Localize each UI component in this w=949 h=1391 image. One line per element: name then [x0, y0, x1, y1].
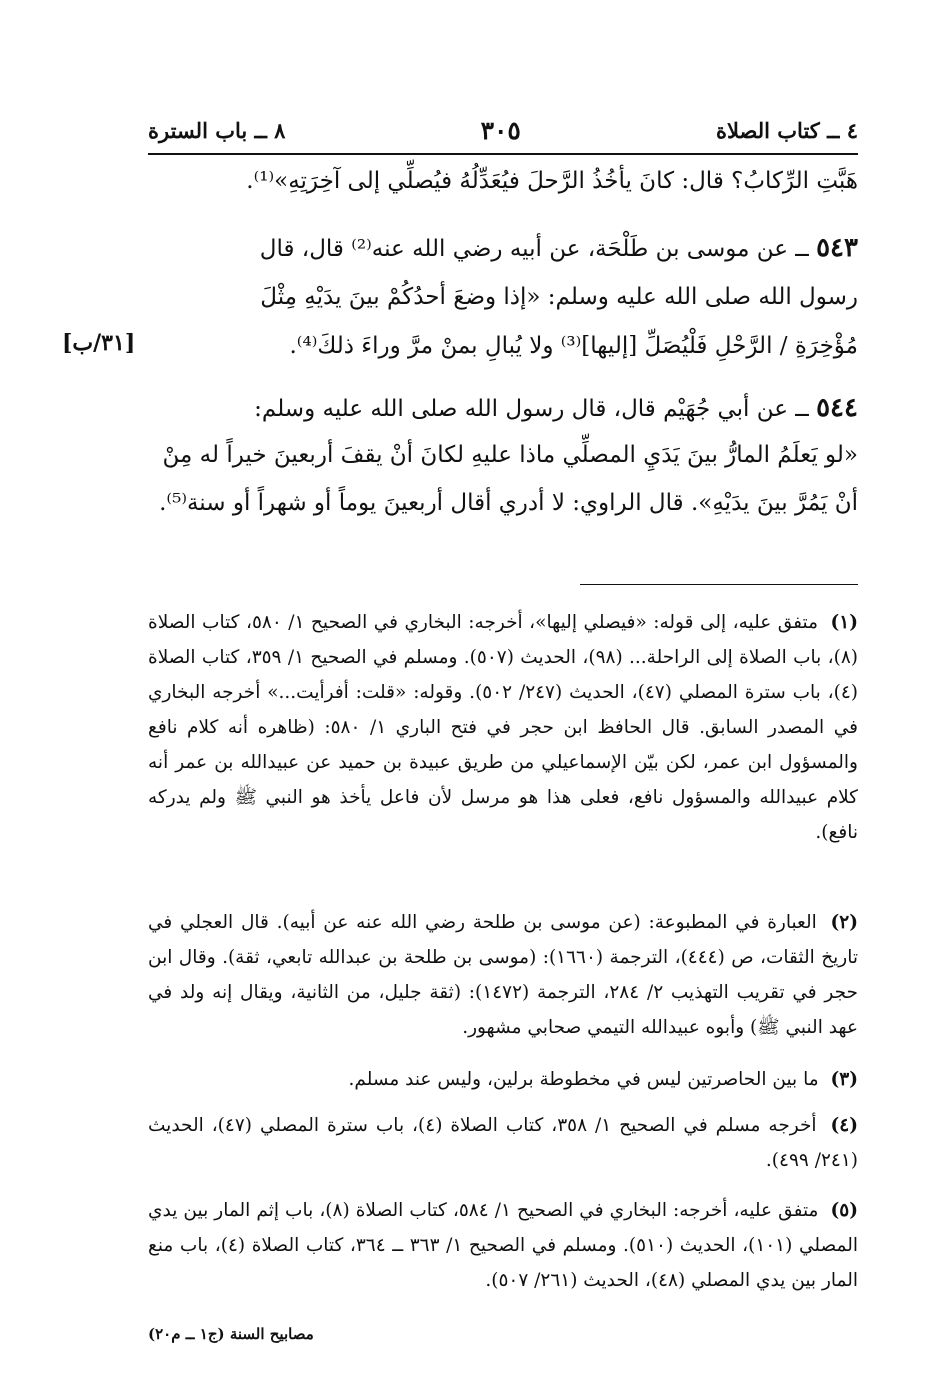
header-chapter-title: ٨ ــ باب السترة — [148, 117, 286, 143]
hadith-544-text: ــ عن أبي جُهَيْم قال، قال رسول الله صلى الله عليه وسلم: — [254, 396, 809, 422]
footnote-1 — [148, 605, 858, 850]
footnote-1-text: متفق عليه، إلى قوله: «فيصلي إليها»، أخرجه: البخاري في الصحيح ١/ ٥٨٠، كتاب الصلاة (٨)، باب الصلاة إلى الراحلة... (٩٨)، الحديث (٥٠٧). ومسلم في الصحيح ١/ ٣٥٩، كتاب الصلاة (٤)، باب سترة المصلي (٤٧)، الحديث (٢٤٧/ ٥٠٢). وقوله: «قلت: أفرأيت...» أخرجه البخاري في المصدر السابق. قال الحافظ ابن حجر في فتح الباري ١/ ٥٨٠: (ظاهره أنه كلام نافع والمسؤول ابن عمر، لكن بيّن الإسماعيلي من طريق عبيدة بن حميد عن عبيدالله بن عمر أنه كلام عبيدالله والمسؤول نافع، فعلى هذا هو مرسل لأن فاعل يأخذ هو النبي ﷺ ولم يدركه نافع). — [148, 612, 858, 843]
footnote-2 — [148, 905, 858, 1045]
hadith-543-line-3: مُؤْخِرَةِ / الرَّحْلِ فَلْيُصَلِّ [إليها]⁽³⁾ ولا يُبالِ بمنْ مرَّ وراءَ ذلكَ⁽⁴⁾. — [289, 333, 858, 359]
footnote-2-text: العبارة في المطبوعة: (عن موسى بن طلحة رضي الله عنه عن أبيه). قال العجلي في تاريخ الثقات، ص (٤٤٤)، الترجمة (١٦٦٠): (موسى بن طلحة بن عبدالله تابعي، ثقة). وقال ابن حجر في تقريب التهذيب ٢/ ٢٨٤، الترجمة (١٤٧٢): (ثقة جليل، من الثانية، ويقال إنه ولد في عهد النبي ﷺ) وأبوه عبيدالله التيمي صحابي مشهور. — [148, 912, 859, 1038]
page-number: ٣٠٥ — [480, 115, 521, 145]
footnote-4 — [148, 1108, 858, 1178]
hadith-543-line-2: رسول الله صلى الله عليه وسلم: «إذا وضعَ أحدُكُمْ بينَ يدَيْهِ مِثْلَ — [260, 284, 858, 310]
hadith-number-544: ٥٤٤ — [816, 393, 858, 423]
header-book-title: ٤ ــ كتاب الصلاة — [716, 117, 858, 143]
hadith-544-line-3: أنْ يَمُرَّ بينَ يدَيْهِ». قال الراوي: لا أدري أقال أربعينَ يوماً أو شهراً أو سنة⁽⁵⁾. — [159, 490, 858, 516]
manuscript-folio-marker: [٣١/ب] — [62, 330, 136, 356]
hadith-543-line-1 — [148, 233, 858, 263]
footnote-4-number: (٤) — [830, 1115, 858, 1136]
footnote-1-number: (١) — [830, 612, 858, 633]
running-header — [148, 112, 858, 148]
header-divider — [148, 153, 858, 155]
footnote-divider — [580, 584, 858, 585]
footnote-5 — [148, 1193, 858, 1298]
footnote-3-text: ما بين الحاصرتين ليس في مخطوطة برلين، وليس عند مسلم. — [348, 1069, 819, 1090]
body-line-1: هَبَّتِ الرِّكابُ؟ قال: كانَ يأخُذُ الرَّحلَ فيُعَدِّلُهُ فيُصلِّي إلى آخِرَتِهِ»⁽¹⁾. — [246, 168, 858, 194]
footnote-4-text: أخرجه مسلم في الصحيح ١/ ٣٥٨، كتاب الصلاة (٤)، باب سترة المصلي (٤٧)، الحديث (٢٤١/ ٤٩٩). — [148, 1115, 858, 1171]
hadith-544-line-1 — [148, 393, 858, 423]
footnote-5-number: (٥) — [830, 1200, 858, 1221]
footnote-2-number: (٢) — [830, 912, 858, 933]
hadith-543-text: ــ عن موسى بن طَلْحَة، عن أبيه رضي الله عنه⁽²⁾ قال، قال — [259, 236, 809, 262]
hadith-number-543: ٥٤٣ — [816, 233, 858, 263]
footnote-3 — [148, 1062, 858, 1097]
hadith-544-line-2: «لو يَعلَمُ المارُّ بينَ يَدَيِ المصلِّي ماذا عليهِ لكانَ أنْ يقفَ أربعينَ خيراً له مِنْ — [162, 442, 858, 468]
footnote-3-number: (٣) — [830, 1069, 858, 1090]
printer-signature: مصابيح السنة (ج١ ــ م٢٠) — [148, 1325, 314, 1343]
footnote-5-text: متفق عليه، أخرجه: البخاري في الصحيح ١/ ٥٨٤، كتاب الصلاة (٨)، باب إثم المار بين يدي المصلي (١٠١)، الحديث (٥١٠). ومسلم في الصحيح ١/ ٣٦٣ ــ ٣٦٤، كتاب الصلاة (٤)، باب منع المار بين يدي المصلي (٤٨)، الحديث (٢٦١/ ٥٠٧). — [148, 1200, 858, 1291]
